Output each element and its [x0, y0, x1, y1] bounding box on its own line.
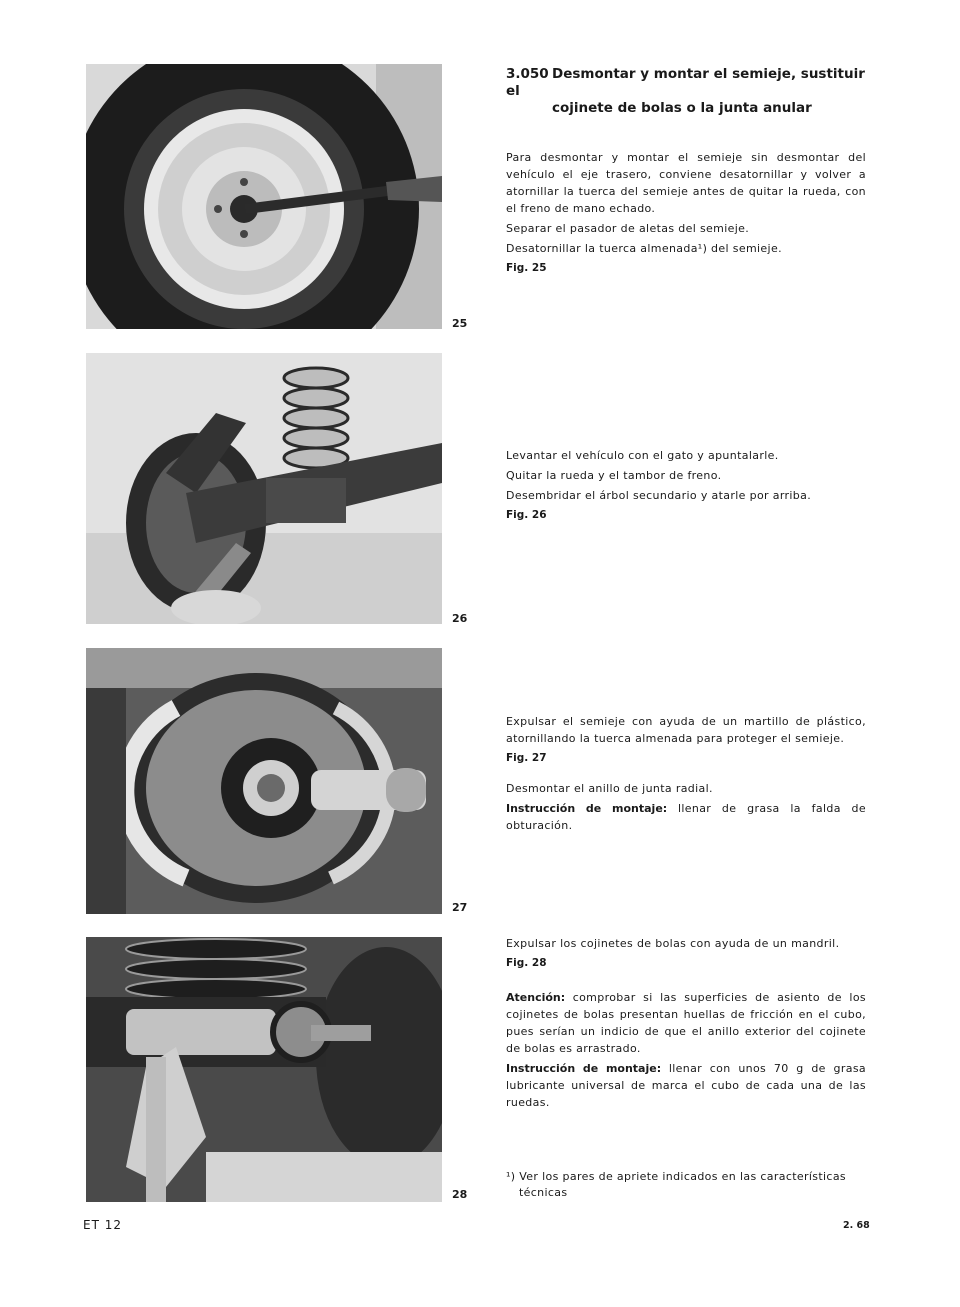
figure-25-number: 25	[452, 317, 468, 330]
paragraph	[506, 1060, 866, 1111]
bearing-mandrel-photo-icon	[86, 937, 442, 1202]
paragraph: Levantar el vehículo con el gato y apuntalarle.	[506, 449, 779, 462]
footnote	[506, 1169, 866, 1201]
figure-reference: Fig. 27	[506, 752, 547, 764]
mounting-label: Instrucción de montaje:	[506, 802, 668, 815]
paragraph: Desembridar el árbol secundario y atarle por arriba.	[506, 489, 812, 502]
footnote-line2: técnicas	[519, 1186, 568, 1199]
figure-25-photo	[86, 64, 442, 329]
figure-reference: Fig. 26	[506, 509, 547, 521]
paragraph: Desmontar el anillo de junta radial.	[506, 782, 713, 795]
paragraph	[506, 989, 866, 1057]
text-block-fig27	[506, 713, 866, 837]
mounting-text: llenar con unos 70 g de grasa lubricante universal de marca el cubo de cada una de las ruedas.	[506, 1062, 866, 1109]
text-block-fig25	[506, 149, 866, 280]
paragraph: Desatornillar la tuerca almenada¹) del semieje.	[506, 242, 782, 255]
figure-27-number: 27	[452, 901, 468, 914]
figure-27-photo	[86, 648, 442, 914]
figure-26-number: 26	[452, 612, 468, 625]
mounting-label: Instrucción de montaje:	[506, 1062, 662, 1075]
text-block-fig26	[506, 447, 866, 527]
figure-reference: Fig. 28	[506, 957, 547, 969]
footnote-line1: ¹) Ver los pares de apriete indicados en las características	[506, 1170, 846, 1183]
section-number: 3.050	[506, 66, 549, 82]
paragraph: Quitar la rueda y el tambor de freno.	[506, 469, 722, 482]
paragraph	[506, 800, 866, 834]
attention-label: Atención:	[506, 991, 566, 1004]
footer-code: ET 12	[83, 1218, 122, 1232]
section-title-line1: Desmontar y montar el semieje, sustituir el	[506, 66, 865, 99]
figure-reference: Fig. 25	[506, 262, 547, 274]
figure-26-photo	[86, 353, 442, 624]
footer-date: 2. 68	[843, 1220, 870, 1231]
wheel-wrench-photo-icon	[86, 64, 442, 329]
figure-28-photo	[86, 937, 442, 1202]
paragraph: Separar el pasador de aletas del semieje.	[506, 222, 750, 235]
paragraph: Para desmontar y montar el semieje sin desmontar del vehículo el eje trasero, conviene desatornillar y volver a atornillar la tuerca del semieje antes de quitar la rueda, con el freno de mano echado.	[506, 151, 866, 215]
figure-28-number: 28	[452, 1188, 468, 1201]
axle-spring-photo-icon	[86, 353, 442, 624]
mounting-text: llenar de grasa la falda de obturación.	[506, 802, 866, 832]
text-block-fig28	[506, 935, 866, 1114]
paragraph: Expulsar el semieje con ayuda de un martillo de plástico, atornillando la tuerca almenada para proteger el semieje.	[506, 715, 866, 745]
section-title	[506, 66, 876, 117]
paragraph: Expulsar los cojinetes de bolas con ayuda de un mandril.	[506, 937, 840, 950]
attention-text: comprobar si las superficies de asiento de los cojinetes de bolas presentan huellas de fricción en el cubo, pues serían un indicio de que el anillo exterior del cojinete de bolas es arrastrado.	[506, 991, 866, 1055]
brake-hub-photo-icon	[86, 648, 442, 914]
section-title-line2: cojinete de bolas o la junta anular	[552, 100, 812, 116]
